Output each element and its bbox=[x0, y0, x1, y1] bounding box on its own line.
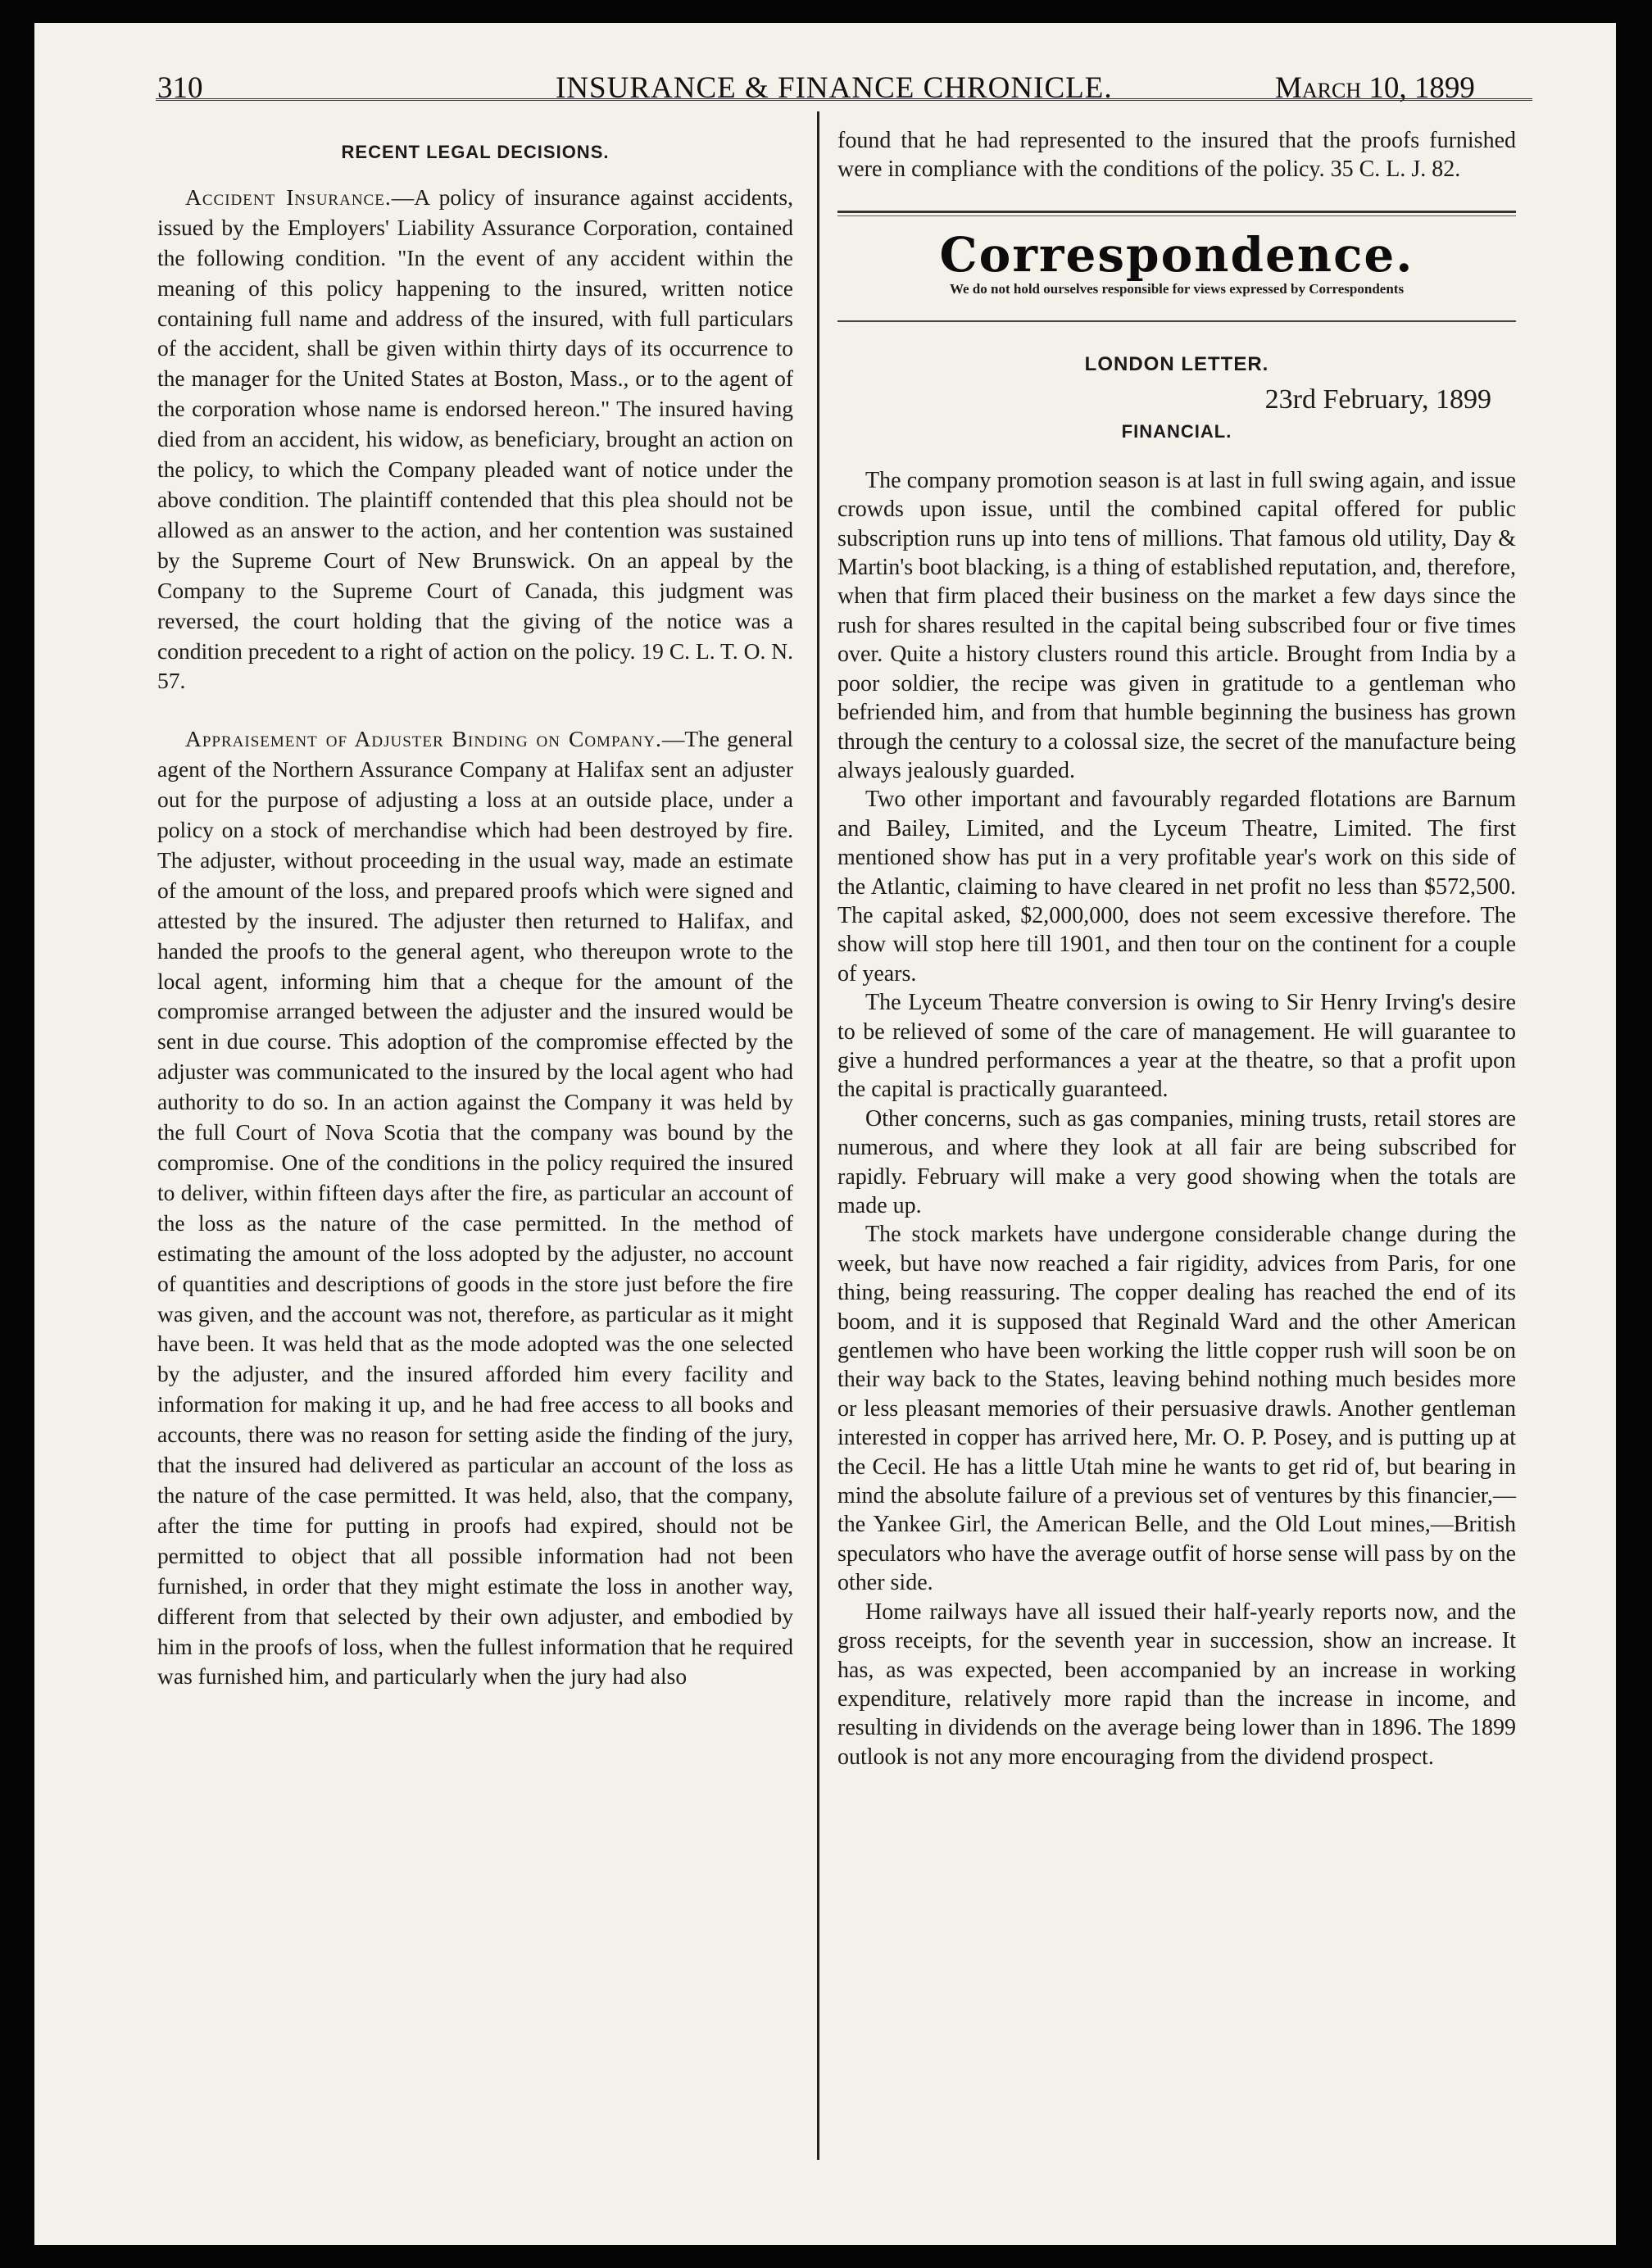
publication-title: INSURANCE & FINANCE CHRONICLE. bbox=[556, 71, 1113, 105]
letter-paragraph: The stock markets have undergone considerable change during the week, but have now reached a fair rigidity, advices from Paris, for one thing, being reassuring. The copper dealing has reached the end of its boom, and it is supposed that Reginald Ward and the other American gentlemen who have been working the little copper rush will soon be on their way back to the States, leaving behind nothing much besides more or less pleasant memories of their persuasive drawls. Another gentleman interested in copper has arrived here, Mr. O. P. Posey, and is putting up at the Cecil. He has a little Utah mine he wants to get rid of, but bearing in mind the absolute failure of a previous set of ventures by this financier,—the Yankee Girl, the American Belle, and the Old Lout mines,—British speculators who have the average outfit of horse sense will pass by on the other side. bbox=[837, 1222, 1516, 1596]
correspondence-disclaimer: We do not hold ourselves responsible for views expressed by Correspondents bbox=[949, 281, 1405, 297]
article-accident-insurance bbox=[157, 183, 793, 696]
right-column bbox=[837, 126, 1516, 1771]
letter-title: LONDON LETTER. bbox=[1084, 352, 1269, 375]
section-title: RECENT LEGAL DECISIONS. bbox=[341, 142, 610, 162]
left-column bbox=[157, 138, 793, 1692]
letter-paragraph: The Lyceum Theatre conversion is owing to Sir Henry Irving's desire to be relieved of some of the care of management. He will guarantee to give a hundred performances a year at the theatre, so that a profit upon the capital is practically guaranteed. bbox=[837, 990, 1516, 1103]
article-appraisement bbox=[157, 724, 793, 1692]
letter-paragraph: The company promotion season is at last in full swing again, and issue crowds upon issue, until the combined capital offered for public subscription runs up into tens of millions. That famous old utility, Day & Martin's boot blacking, is a thing of established reputation, and, therefore, when that firm placed their business on the market a few days since the rush for shares resulted in the capital being subscribed four or five times over. Quite a history clusters round this article. Brought from India by a poor soldier, the recipe was given in gratitude to a gentleman who befriended him, and from that humble beginning the business has grown through the century to a colossal size, the secret of the manufacture being always jealously guarded. bbox=[837, 467, 1516, 783]
section-double-rule bbox=[837, 211, 1516, 216]
letter-subhead: FINANCIAL. bbox=[1121, 421, 1232, 442]
newspaper-page bbox=[34, 23, 1616, 2245]
letter-dateline: 23rd February, 1899 bbox=[1264, 384, 1491, 415]
column-divider bbox=[817, 111, 819, 2160]
issue-date: March 10, 1899 bbox=[1275, 71, 1475, 105]
running-header bbox=[34, 48, 1616, 105]
divider-rule bbox=[837, 320, 1516, 322]
article-body: —The general agent of the Northern Assurance Company at Halifax sent an adjuster out for the purpose of adjusting a loss at an outside place, under a policy on a stock of merchandise which had been destroyed by fire. The adjuster, without proceeding in the usual way, made an estimate of the amount of the loss, and prepared proofs which were signed and attested by the insured. The adjuster then returned to Halifax, and handed the proofs to the general agent, who thereupon wrote to the local agent, informing him that a cheque for the amount of the compromise arranged between the adjuster and the insured would be sent in due course. This adoption of the compromise effected by the adjuster was communicated to the insured by the local agent who had authority to do so. In an action against the Company it was held by the full Court of Nova Scotia that the company was bound by the compromise. One of the conditions in the policy required the insured to deliver, within fifteen days after the fire, as particular an account of the loss as the nature of the case permitted. In the method of estimating the amount of the loss adopted by the adjuster, no account of quantities and descriptions of goods in the store just before the fire was given, and the account was not, therefore, as particular as it might have been. It was held that as the mode adopted was the one selected by the adjuster, and the insured afforded him every facility and information for making it up, and he had free access to all books and accounts, there was no reason for setting aside the finding of the jury, that the insured had delivered as particular an account of the loss as the nature of the case permitted. It was held, also, that the company, after the time for putting in proofs had expired, should not be permitted to object that all possible information had not been furnished, in order that they might estimate the loss in another way, different from that selected by their own adjuster, and embodied by him in the proofs of loss, when the fullest information that he required was furnished him, and particularly when the jury had also bbox=[157, 726, 794, 1690]
letter-paragraph: Home railways have all issued their half-yearly reports now, and the gross receipts, for the seventh year in succession, show an increase. It has, as was expected, been accompanied by an increase in working expenditure, relatively more rapid than the increase in income, and resulting in dividends on the average being lower than in 1896. The 1899 outlook is not any more encouraging from the dividend prospect. bbox=[837, 1599, 1516, 1770]
letter-paragraph: Other concerns, such as gas companies, mining trusts, retail stores are numerous, and where they look at all fair are being subscribed for rapidly. February will make a very good showing when the totals are made up. bbox=[837, 1105, 1516, 1218]
article-body: —A policy of insurance against accidents, issued by the Employers' Liability Assurance Corporation, contained the following condition. "In the event of any accident within the meaning of this policy happening to the insured, written notice containing full name and address of the insured, with full particulars of the accident, shall be given within thirty days of its occurrence to the manager for the United States at Boston, Mass., or to the agent of the corporation whose name is endorsed hereon." The insured having died from an accident, his widow, as beneficiary, brought an action on the policy, to which the Company pleaded want of notice under the above condition. The plaintiff contended that this plea should not be allowed as an answer to the action, and her contention was sustained by the Supreme Court of New Brunswick. On an appeal by the Company to the Supreme Court of Canada, this judgment was reversed, the court holding that the giving of the notice was a condition precedent to a right of action on the policy. 19 C. L. T. O. N. 57. bbox=[157, 184, 793, 694]
continued-text: found that he had represented to the insured that the proofs furnished were in compliance with the conditions of the policy. 35 C. L. J. 82. bbox=[837, 128, 1516, 183]
page-number: 310 bbox=[157, 71, 203, 105]
article-heading: Appraisement of Adjuster Binding on Company. bbox=[185, 726, 662, 752]
article-heading: Accident Insurance. bbox=[185, 184, 392, 210]
header-rule bbox=[156, 98, 1532, 101]
letter-paragraph: Two other important and favourably regarded flotations are Barnum and Bailey, Limited, and the Lyceum Theatre, Limited. The first mentioned show has put in a very profitable year's work on this side of the Atlantic, claiming to have cleared in net profit no less than $572,500. The capital asked, $2,000,000, does not seem excessive therefore. The show will stop here till 1901, and then tour on the continent for a couple of years. bbox=[837, 787, 1516, 987]
correspondence-title: Correspondence. bbox=[939, 226, 1414, 283]
